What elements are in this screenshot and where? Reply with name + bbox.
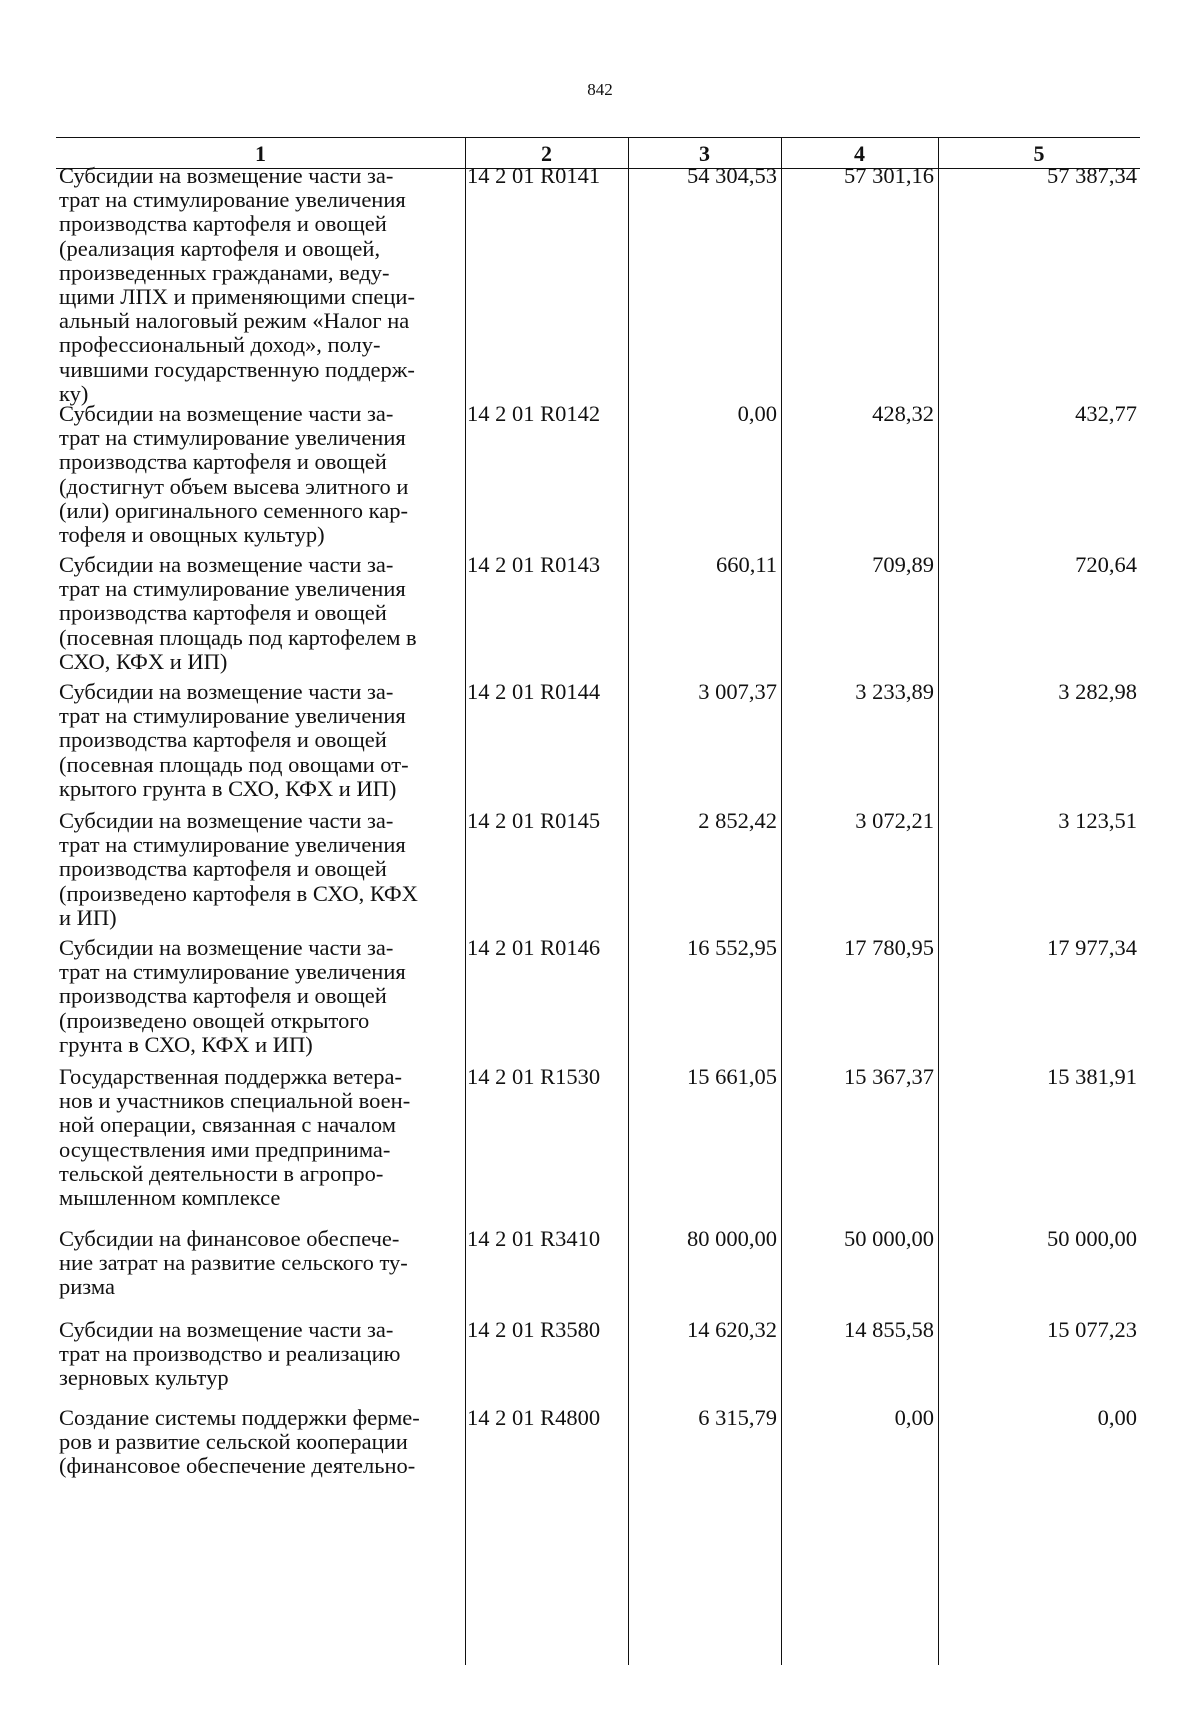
row-description: Субсидии на возмещение части за- трат на стимулирование увеличения производства картофеля и овощей (достигнут объем высева элитного и (или) оригинального семенного кар- тофеля и овощных культур)	[59, 401, 409, 548]
row-value-col3: 80 000,00	[687, 1226, 777, 1251]
column-divider	[938, 137, 939, 1665]
column-divider	[628, 137, 629, 1665]
row-code: 14 2 01 R0145	[467, 808, 601, 833]
row-description: Субсидии на возмещение части за- трат на стимулирование увеличения производства картофеля и овощей (произведено картофеля в СХО, КФХ и ИП)	[59, 808, 418, 930]
row-value-col5: 17 977,34	[1047, 935, 1137, 960]
column-header-1: 1	[255, 141, 266, 166]
column-divider	[781, 137, 782, 1665]
row-value-col4: 50 000,00	[844, 1226, 934, 1251]
row-value-col5: 0,00	[1097, 1405, 1137, 1430]
column-header-5: 5	[1033, 141, 1045, 166]
row-value-col5: 57 387,34	[1047, 163, 1137, 188]
page-number: 842	[587, 80, 613, 99]
row-value-col3: 2 852,42	[698, 808, 777, 833]
row-description: Субсидии на возмещение части за- трат на стимулирование увеличения производства картофеля и овощей (реализация картофеля и овощей, произведенных гражданами, веду- щими ЛПХ и применяющими специ- альный налоговый режим «Налог на профессиональный доход», полу- чившими государственную поддерж- ку)	[59, 163, 415, 406]
row-code: 14 2 01 R1530	[467, 1064, 601, 1089]
row-value-col5: 15 381,91	[1047, 1064, 1137, 1089]
row-description: Создание системы поддержки ферме- ров и развитие сельской кооперации (финансовое обеспечение деятельно-	[59, 1405, 420, 1479]
row-value-col5: 3 123,51	[1058, 808, 1137, 833]
row-value-col4: 428,32	[872, 401, 934, 426]
row-value-col3: 54 304,53	[687, 163, 777, 188]
table-top-rule	[56, 137, 1140, 138]
row-code: 14 2 01 R0144	[467, 679, 601, 704]
row-value-col4: 3 072,21	[855, 808, 934, 833]
row-value-col4: 0,00	[894, 1405, 934, 1430]
row-code: 14 2 01 R0142	[467, 401, 601, 426]
column-divider	[465, 137, 466, 1665]
row-value-col3: 15 661,05	[687, 1064, 777, 1089]
row-value-col3: 3 007,37	[698, 679, 777, 704]
row-value-col3: 660,11	[715, 552, 777, 577]
row-description: Субсидии на возмещение части за- трат на стимулирование увеличения производства картофеля и овощей (посевная площадь под овощами от- крытого грунта в СХО, КФХ и ИП)	[59, 679, 409, 801]
row-value-col3: 0,00	[737, 401, 777, 426]
row-value-col4: 3 233,89	[855, 679, 934, 704]
row-value-col5: 15 077,23	[1047, 1317, 1137, 1342]
row-value-col5: 3 282,98	[1058, 679, 1137, 704]
row-description: Субсидии на возмещение части за- трат на стимулирование увеличения производства картофеля и овощей (посевная площадь под картофелем в СХО, КФХ и ИП)	[59, 552, 417, 674]
row-value-col5: 720,64	[1075, 552, 1137, 577]
row-value-col4: 57 301,16	[844, 163, 934, 188]
row-value-col5: 50 000,00	[1047, 1226, 1137, 1251]
row-description: Субсидии на возмещение части за- трат на стимулирование увеличения производства картофеля и овощей (произведено овощей открытого грунта в СХО, КФХ и ИП)	[59, 935, 406, 1057]
row-code: 14 2 01 R0146	[467, 935, 601, 960]
row-value-col4: 17 780,95	[844, 935, 934, 960]
row-description: Субсидии на финансовое обеспече- ние затрат на развитие сельского ту- ризма	[59, 1226, 408, 1300]
column-header-2: 2	[541, 141, 552, 166]
column-header-4: 4	[854, 141, 865, 166]
row-value-col4: 15 367,37	[844, 1064, 934, 1089]
row-code: 14 2 01 R0143	[467, 552, 601, 577]
row-value-col5: 432,77	[1075, 401, 1137, 426]
row-description: Субсидии на возмещение части за- трат на производство и реализацию зерновых культур	[59, 1317, 401, 1391]
row-code: 14 2 01 R0141	[467, 163, 601, 188]
column-header-3: 3	[699, 141, 710, 166]
row-value-col3: 14 620,32	[687, 1317, 777, 1342]
budget-table	[56, 137, 1140, 1665]
row-description: Государственная поддержка ветера- нов и участников специальной воен- ной операции, связанная с началом осуществления ими предпринима- тельской деятельности в агропро- мышленном комплексе	[59, 1064, 411, 1211]
row-code: 14 2 01 R4800	[467, 1405, 601, 1430]
row-value-col3: 6 315,79	[698, 1405, 777, 1430]
row-value-col3: 16 552,95	[687, 935, 777, 960]
row-value-col4: 709,89	[872, 552, 934, 577]
row-code: 14 2 01 R3580	[467, 1317, 601, 1342]
row-code: 14 2 01 R3410	[467, 1226, 601, 1251]
row-value-col4: 14 855,58	[844, 1317, 934, 1342]
